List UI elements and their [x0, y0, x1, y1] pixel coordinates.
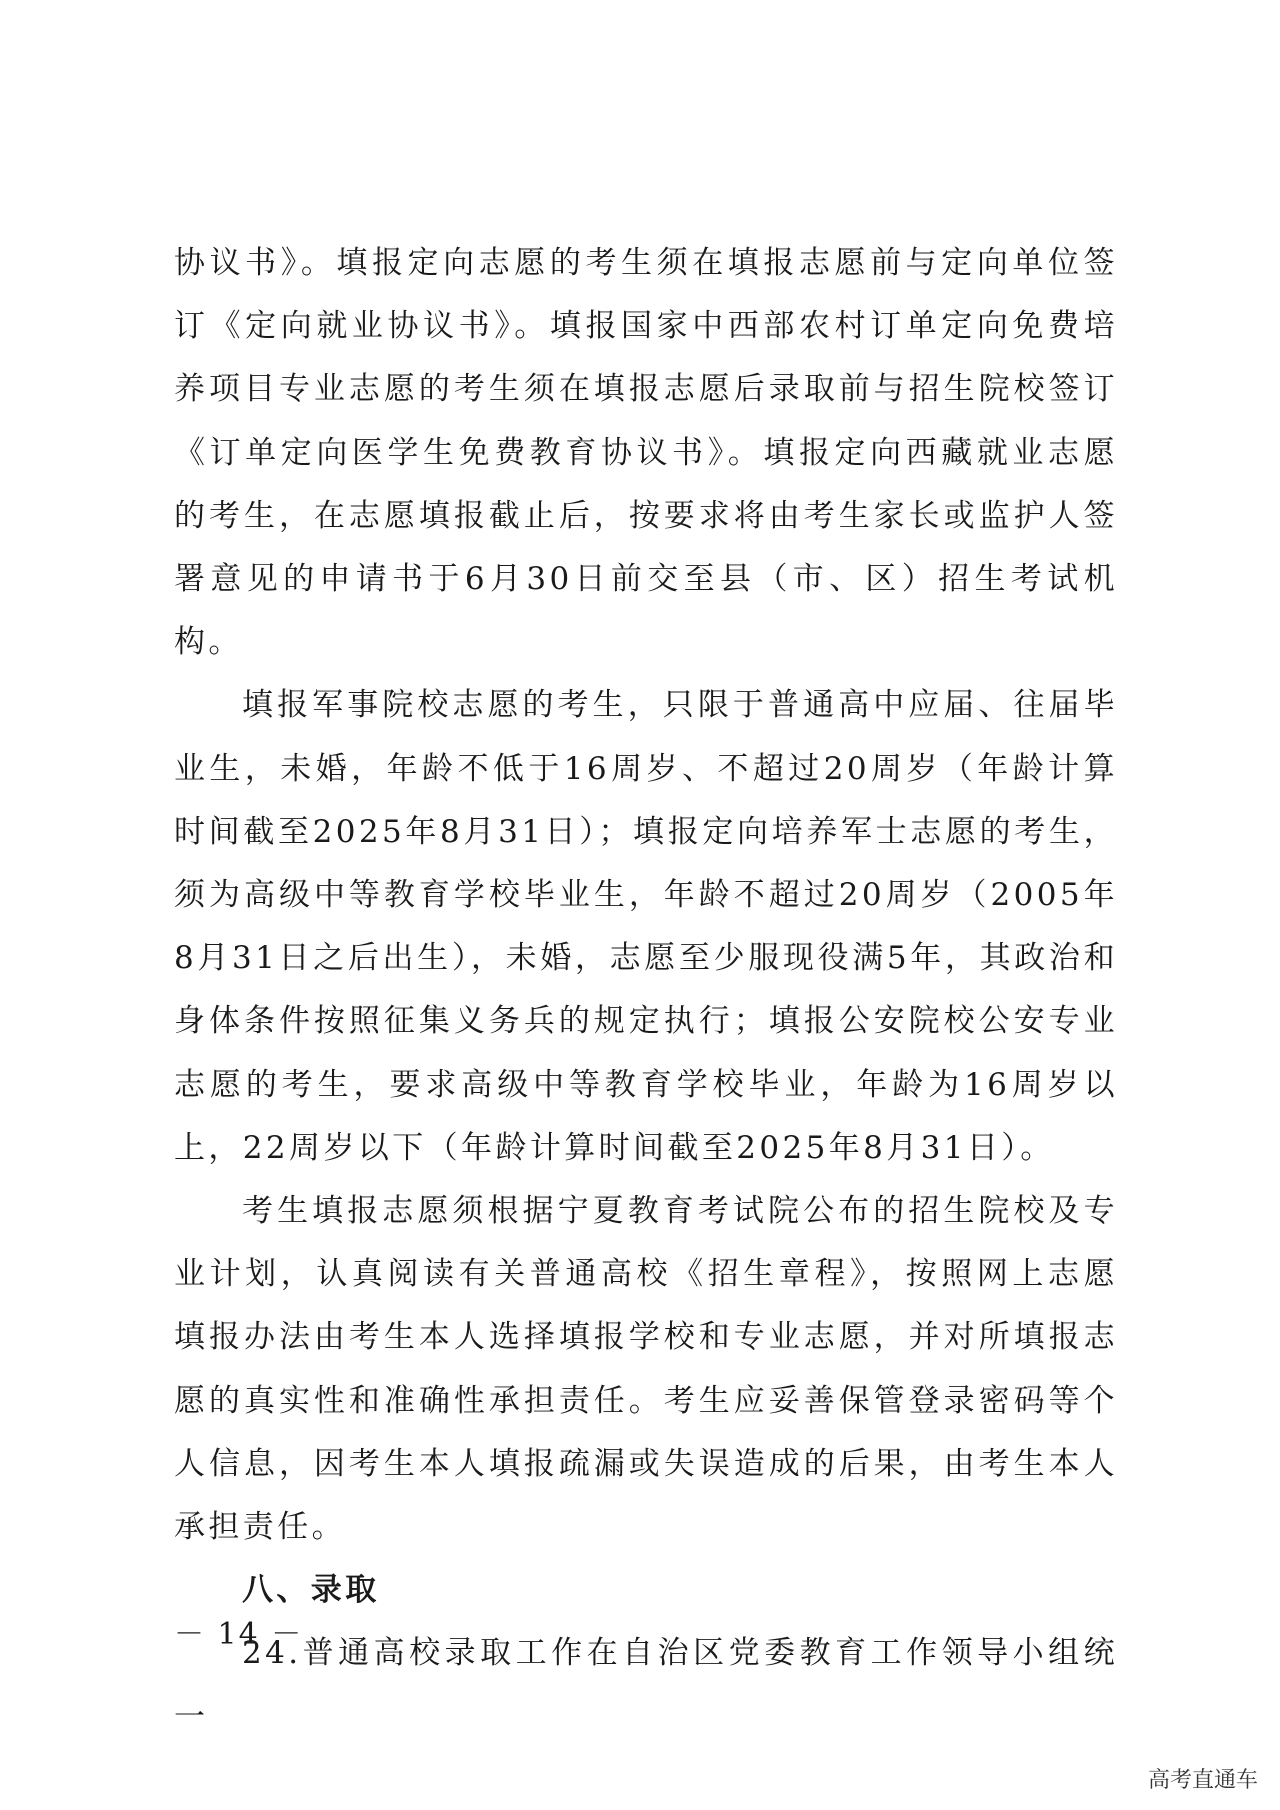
paragraph-volunteer-filling: 考生填报志愿须根据宁夏教育考试院公布的招生院校及专业计划，认真阅读有关普通高校《招生章程》，按照网上志愿填报办法由考生本人选择填报学校和专业志愿，并对所填报志愿的真实性和准确性承担责任。考生应妥善保管登录密码等个人信息，因考生本人填报疏漏或失误造成的后果，由考生本人承担责任。	[174, 1193, 1118, 1546]
paragraph-military-admission: 填报军事院校志愿的考生，只限于普通高中应届、往届毕业生，未婚，年龄不低于16周岁、不超过20周岁（年龄计算时间截至2025年8月31日）；填报定向培养军士志愿的考生，须为高级中等教育学校毕业生，年龄不超过20周岁（2005年8月31日之后出生），未婚，志愿至少服现役满5年，其政治和身体条件按照征集义务兵的规定执行；填报公安院校公安专业志愿的考生，要求高级中等教育学校毕业，年龄为16周岁以上，22周岁以下（年龄计算时间截至2025年8月31日）。	[174, 687, 1118, 1166]
section-heading: 八、录取	[242, 1572, 380, 1609]
watermark-text: 高考直通车	[1147, 1768, 1258, 1793]
document-body	[174, 232, 1118, 1749]
paragraph-continuation: 协议书》。填报定向志愿的考生须在填报志愿前与定向单位签订《定向就业协议书》。填报国家中西部农村订单定向免费培养项目专业志愿的考生须在填报志愿后录取前与招生院校签订《订单定向医学生免费教育协议书》。填报定向西藏就业志愿的考生，在志愿填报截止后，按要求将由考生家长或监护人签署意见的申请书于6月30日前交至县（市、区）招生考试机构。	[174, 245, 1118, 661]
paragraph-admission-start: 24.普通高校录取工作在自治区党委教育工作领导小组统一	[174, 1635, 1118, 1735]
page-number: － 14 －	[174, 1617, 304, 1652]
